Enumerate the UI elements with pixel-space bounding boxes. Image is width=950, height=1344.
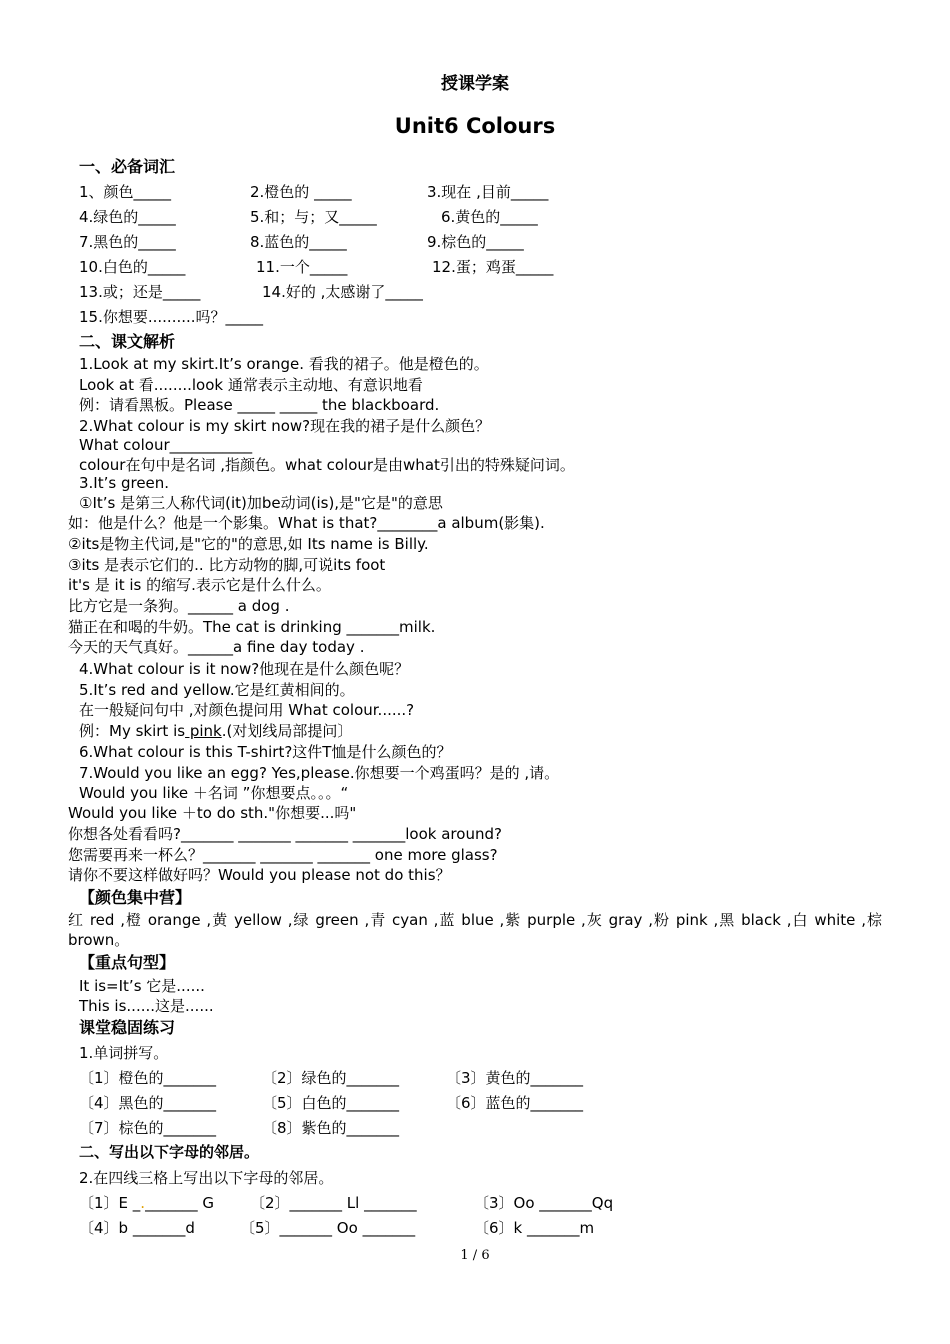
analysis-line: 5.It’s red and yellow.它是红黄相间的。 xyxy=(79,681,355,699)
analysis-line: ①It’s 是第三人称代词(it)加be动词(is),是"它是"的意思 xyxy=(79,494,443,512)
analysis-line: What colour___________ xyxy=(79,436,253,454)
letter-item: 〔1〕E _._______ G xyxy=(79,1194,214,1212)
spelling-item: 〔2〕绿色的_______ xyxy=(262,1069,400,1087)
analysis-line: 在一般疑问句中 ,对颜色提问用 What colour......? xyxy=(79,701,415,719)
letter-item: 〔3〕Oo _______Qq xyxy=(474,1194,614,1212)
vocab-item: 9.棕色的_____ xyxy=(427,233,524,251)
vocab-item: 1、颜色_____ xyxy=(79,183,172,201)
analysis-line: 2.What colour is my skirt now?现在我的裙子是什么颜色？ xyxy=(79,417,491,435)
vocab-item: 4.绿色的_____ xyxy=(79,208,176,226)
analysis-line: 你想各处看看吗?_______ _______ _______ _______look around? xyxy=(68,825,502,843)
pattern-line: This is......这是...... xyxy=(79,997,214,1015)
spelling-item: 〔4〕黑色的_______ xyxy=(79,1094,217,1112)
example-suffix: .(对划线局部提问〕 xyxy=(221,722,353,740)
vocab-item: 15.你想要..........吗？_____ xyxy=(79,308,264,326)
letter-item: 〔5〕_______ Oo _______ xyxy=(240,1219,416,1237)
colours-heading: 【颜色集中营】 xyxy=(79,888,192,907)
section-heading-text-analysis: 二、课文解析 xyxy=(79,332,176,351)
analysis-line: 今天的天气真好。______a fine day today . xyxy=(68,638,365,656)
analysis-line: Would you like ＋名词 ”你想要点。。。“ xyxy=(79,784,349,802)
patterns-heading: 【重点句型】 xyxy=(79,953,176,972)
letters-heading: 二、写出以下字母的邻居。 xyxy=(79,1143,260,1161)
practice-heading: 课堂稳固练习 xyxy=(79,1018,176,1037)
practice-question: 1.单词拼写。 xyxy=(79,1044,169,1062)
analysis-line: 4.What colour is it now?他现在是什么颜色呢？ xyxy=(79,660,410,678)
analysis-line: 比方它是一条狗。______ a dog . xyxy=(68,597,290,615)
section-heading-vocabulary: 一、必备词汇 xyxy=(79,157,176,176)
vocab-item: 7.黑色的_____ xyxy=(79,233,176,251)
spelling-item: 〔8〕紫色的_______ xyxy=(262,1119,400,1137)
analysis-line: 6.What colour is this T-shirt?这件T恤是什么颜色的？ xyxy=(79,743,452,761)
pattern-line: It is=It’s 它是...... xyxy=(79,977,205,995)
vocab-item: 10.白色的_____ xyxy=(79,258,186,276)
analysis-line: 3.It’s green. xyxy=(79,474,170,492)
analysis-line: ③its 是表示它们的.. 比方动物的脚,可说its foot xyxy=(68,556,386,574)
analysis-line: ②its是物主代词,是"它的"的意思,如 Its name is Billy. xyxy=(68,535,429,553)
analysis-line: 猫正在和喝的牛奶。The cat is drinking _______milk. xyxy=(68,618,436,636)
example-line xyxy=(79,721,352,741)
spelling-item: 〔1〕橙色的_______ xyxy=(79,1069,217,1087)
colours-list: 红 red ,橙 orange ,黄 yellow ,绿 green ,青 cyan ,蓝 blue ,紫 purple ,灰 gray ,粉 pink ,黑 black ,白 white ,棕 brown。 xyxy=(68,911,882,949)
vocab-item: 5.和；与；又_____ xyxy=(250,208,377,226)
vocab-item: 8.蓝色的_____ xyxy=(250,233,347,251)
letter-item: 〔4〕b _______d xyxy=(79,1219,195,1237)
analysis-line: 1.Look at my skirt.It’s orange. 看我的裙子。他是橙色的。 xyxy=(79,355,489,373)
spelling-item: 〔5〕白色的_______ xyxy=(262,1094,400,1112)
vocab-item: 6.黄色的_____ xyxy=(441,208,538,226)
dot-marker-icon: . xyxy=(140,1194,146,1212)
spelling-item: 〔6〕蓝色的_______ xyxy=(446,1094,584,1112)
spelling-item: 〔3〕黄色的_______ xyxy=(446,1069,584,1087)
vocab-item: 2.橙色的 _____ xyxy=(250,183,352,201)
vocab-item: 3.现在 ,目前_____ xyxy=(427,183,549,201)
analysis-line: 如：他是什么？他是一个影集。What is that?________a album(影集). xyxy=(68,514,545,532)
page-number: 1 / 6 xyxy=(460,1248,490,1263)
vocab-item: 14.好的 ,太感谢了_____ xyxy=(262,283,423,301)
analysis-line: 例：请看黑板。Please _____ _____ the blackboard. xyxy=(79,396,440,414)
vocab-item: 13.或；还是_____ xyxy=(79,283,201,301)
example-underlined-word: pink xyxy=(185,722,222,740)
unit-title: Unit6 Colours xyxy=(394,114,556,138)
letter-item: 〔2〕_______ Ll _______ xyxy=(250,1194,417,1212)
analysis-line: 请你不要这样做好吗？Would you please not do this？ xyxy=(68,866,451,884)
letter-item: 〔6〕k _______m xyxy=(474,1219,595,1237)
page-title: 授课学案 xyxy=(441,74,509,94)
vocab-item: 12.蛋；鸡蛋_____ xyxy=(432,258,554,276)
spelling-item: 〔7〕棕色的_______ xyxy=(79,1119,217,1137)
analysis-line: it's 是 it is 的缩写.表示它是什么什么。 xyxy=(68,576,331,594)
analysis-line: Look at 看........look 通常表示主动地、有意识地看 xyxy=(79,376,423,394)
analysis-line: colour在句中是名词 ,指颜色。what colour是由what引出的特殊疑问词。 xyxy=(79,456,575,474)
analysis-line: Would you like ＋to do sth."你想要...吗" xyxy=(68,804,357,822)
practice-question: 2.在四线三格上写出以下字母的邻居。 xyxy=(79,1169,334,1187)
vocab-item: 11.一个_____ xyxy=(256,258,348,276)
example-prefix: 例：My skirt is xyxy=(79,722,186,740)
analysis-line: 您需要再来一杯么？_______ _______ _______ one more glass? xyxy=(68,846,498,864)
analysis-line: 7.Would you like an egg? Yes,please.你想要一个鸡蛋吗？是的 ,请。 xyxy=(79,764,560,782)
